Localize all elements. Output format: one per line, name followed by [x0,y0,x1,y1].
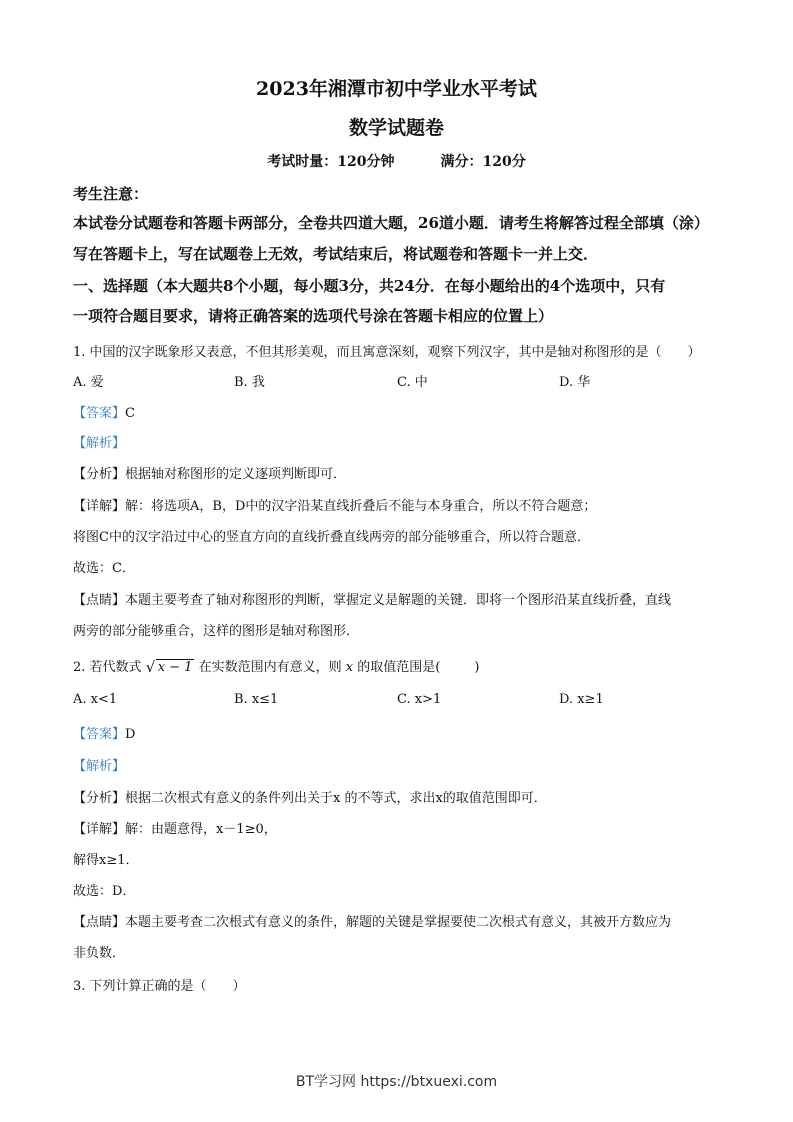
q1-option-c: C. 中 [397,375,428,390]
notice-label: 考生注意： [73,185,149,203]
q1-answer [73,402,733,421]
exam-time: 考试时量：120分钟 [267,154,395,170]
q1-dianjing-2: 两旁的部分能够重合，这样的图形是轴对称图形． [73,624,360,639]
answer-tag: 【答案】 [73,727,126,742]
answer-value: C [125,406,135,421]
q1-stem: 1. 中国的汉字既象形又表意，不但其形美观，而且寓意深刻，观察下列汉字，其中是轴对称图形的是（ ） [73,345,701,360]
q2-dianjing-2: 非负数． [73,946,126,961]
notice-line-1: 本试卷分试题卷和答题卡两部分，全卷共四道大题，26道小题．请考生将解答过程全部填（涂） [73,214,709,232]
q2-analysis-tag: 【解析】 [73,759,126,774]
q2-xiangjie-1: 【详解】解：由题意得，x－1≥0， [73,822,277,837]
q2-dianjing-1: 【点睛】本题主要考查二次根式有意义的条件，解题的关键是掌握要使二次根式有意义，其被开方数应为 [73,915,672,930]
q1-dianjing-1: 【点睛】本题主要考查了轴对称图形的判断，掌握定义是解题的关键．即将一个图形沿某直线折叠，直线 [73,593,672,608]
q1-option-a: A. 爱 [73,375,104,390]
footer-watermark: BT学习网 https://btxuexi.com [295,1074,498,1090]
notice-line-2: 写在答题卡上，写在试题卷上无效，考试结束后，将试题卷和答题卡一并上交． [73,245,599,263]
exam-title: 2023年湘潭市初中学业水平考试 [256,78,537,100]
q2-option-c: C. x>1 [397,692,442,707]
q2-choose: 故选：D． [73,884,136,899]
q2-option-b: B. x≤1 [234,692,279,707]
radicand: x − 1 [157,660,193,675]
q1-fenxi: 【分析】根据轴对称图形的定义逐项判断即可． [73,467,347,482]
answer-value: D [125,727,136,742]
q2-option-d: D. x≥1 [559,692,604,707]
sqrt-expression [146,660,195,675]
variable-x: x [345,660,354,675]
section1-heading-1: 一、选择题（本大题共8个小题，每小题3分，共24分．在每小题给出的4个选项中，只有 [73,277,666,295]
exam-meta [0,151,793,171]
exam-score: 满分：120分 [440,154,526,170]
q3-stem: 3. 下列计算正确的是（ ） [73,979,246,994]
answer-tag: 【答案】 [73,406,126,421]
q1-xiangjie-2: 将图C中的汉字沿过中心的竖直方向的直线折叠直线两旁的部分能够重合，所以符合题意． [73,530,590,545]
exam-subtitle: 数学试题卷 [348,117,444,139]
q1-choose: 故选：C． [73,561,135,576]
q1-option-b: B. 我 [234,375,265,390]
q2-option-a: A. x<1 [73,692,118,707]
q2-xiangjie-2: 解得x≥1． [73,853,139,868]
q1-xiangjie-1: 【详解】解：将选项A，B，D中的汉字沿某直线折叠后不能与本身重合，所以不符合题意； [73,499,597,514]
q2-answer [73,723,733,742]
q2-fenxi: 【分析】根据二次根式有意义的条件列出关于x 的不等式，求出x的取值范围即可． [73,791,547,806]
q1-option-d: D. 华 [559,375,591,390]
section1-heading-2: 一项符合题目要求，请将正确答案的选项代号涂在答题卡相应的位置上） [73,307,554,325]
q1-analysis-tag: 【解析】 [73,436,126,451]
q2-stem: 2. 若代数式 √ x − 1 在实数范围内有意义，则 x 的取值范围是( ) [73,656,733,675]
